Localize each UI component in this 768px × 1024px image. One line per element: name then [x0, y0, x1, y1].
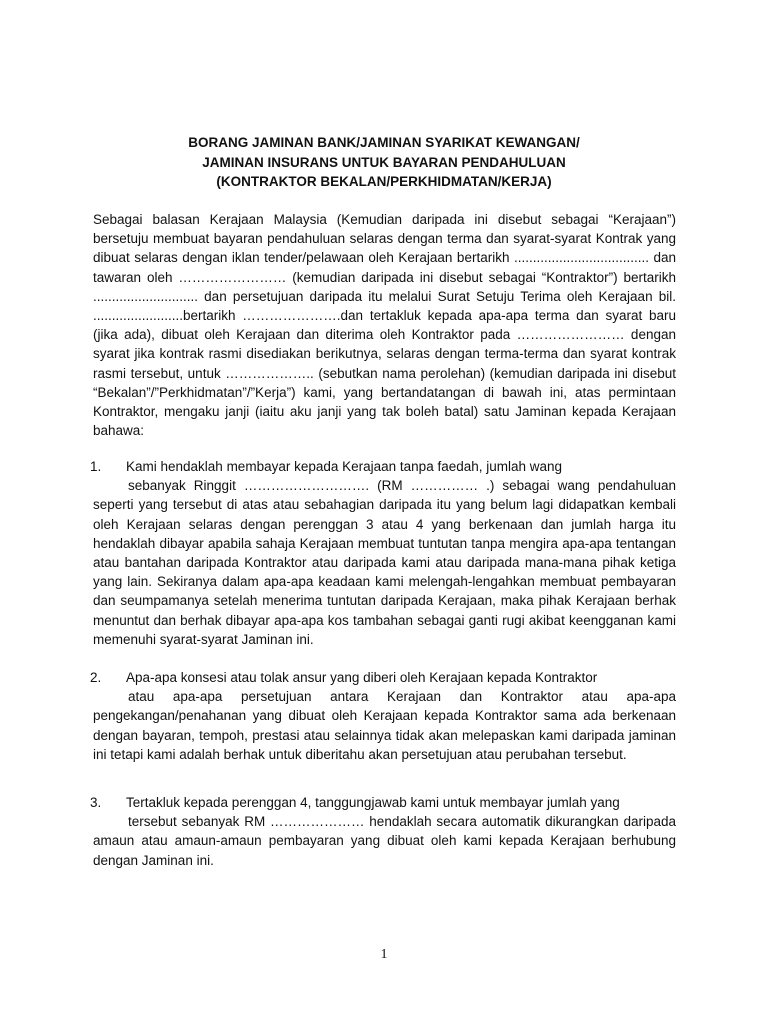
clause-body: tersebut sebanyak RM ………………… hendaklah secara automatik dikurangkan daripada amaun atau amaun-amaun pembayaran yang dibuat oleh kami kepada Kerajaan berhubung dengan Jaminan ini. — [93, 814, 676, 868]
clause-1 — [90, 457, 676, 649]
clause-number: 2. — [90, 670, 102, 685]
clause-body: atau apa-apa persetujuan antara Kerajaan dan Kontraktor atau apa-apa pengekangan/penahanan yang dibuat oleh Kerajaan kepada Kontraktor sama ada berkenaan dengan bayaran, tempoh, prestasi atau selainnya tidak akan melepaskan kami daripada jaminan ini tetapi kami adalah berhak untuk diberitahu akan persetujuan atau perubahan tersebut. — [93, 689, 676, 762]
clause-2 — [90, 668, 676, 764]
document-title — [0, 133, 768, 192]
intro-paragraph: Sebagai balasan Kerajaan Malaysia (Kemudian daripada ini disebut sebagai “Kerajaan”) bersetuju membuat bayaran pendahuluan selaras dengan terma dan syarat-syarat Kontrak yang dibuat selaras dengan iklan tender/pelawaan oleh Kerajaan bertarikh .................................... dan tawaran oleh …………………… (kemudian daripada ini disebut sebagai “Kontraktor”) bertarikh ............................ dan persetujuan daripada itu melalui Surat Setuju Terima oleh Kerajaan bil. ........................bertarikh ………………….dan tertakluk kepada apa-apa terma dan syarat baru (jika ada), dibuat oleh Kerajaan dan diterima oleh Kontraktor pada …………………… dengan syarat jika kontrak rasmi disediakan berikutnya, selaras dengan terma-terma dan syarat kontrak rasmi tersebut, untuk ……………….. (sebutkan nama perolehan) (kemudian daripada ini disebut “Bekalan”/”Perkhidmatan”/”Kerja”) kami, yang bertandatangan di bawah ini, atas permintaan Kontraktor, mengaku janji (iaitu aku janji yang tak boleh batal) satu Jaminan kepada Kerajaan bahawa: — [93, 212, 676, 439]
clause-first-line: Apa-apa konsesi atau tolak ansur yang diberi oleh Kerajaan kepada Kontraktor — [126, 670, 598, 685]
title-line-3: (KONTRAKTOR BEKALAN/PERKHIDMATAN/KERJA) — [216, 174, 552, 189]
clause-3 — [90, 793, 676, 870]
clause-first-line: Kami hendaklah membayar kepada Kerajaan tanpa faedah, jumlah wang — [126, 459, 563, 474]
page-number: 1 — [380, 947, 388, 962]
title-line-2: JAMINAN INSURANS UNTUK BAYARAN PENDAHULUAN — [202, 154, 566, 170]
clause-number: 3. — [90, 795, 102, 810]
clause-body: sebanyak Ringgit ………………………. (RM …………… .) sebagai wang pendahuluan seperti yang tersebut di atas atau sebahagian daripada itu yang belum lagi didapatkan kembali oleh Kerajaan selaras dengan perenggan 3 atau 4 yang berkenaan dan jumlah harga itu hendaklah dibayar apabila sahaja Kerajaan membuat tuntutan tanpa mengira apa-apa tentangan atau bantahan daripada Kontraktor atau daripada kami atau daripada mana-mana pihak ketiga yang lain. Sekiranya dalam apa-apa keadaan kami melengah-lengahkan membuat pembayaran dan seumpamanya setelah menerima tuntutan daripada Kerajaan, maka pihak Kerajaan berhak menuntut dan berhak dibayar apa-apa kos tambahan sebagai ganti rugi akibat keengganan kami memenuhi syarat-syarat Jaminan ini. — [93, 478, 676, 647]
title-line-1: BORANG JAMINAN BANK/JAMINAN SYARIKAT KEWANGAN/ — [188, 135, 580, 150]
clause-first-line: Tertakluk kepada perenggan 4, tanggungjawab kami untuk membayar jumlah yang — [126, 795, 620, 810]
clause-number: 1. — [90, 459, 102, 474]
